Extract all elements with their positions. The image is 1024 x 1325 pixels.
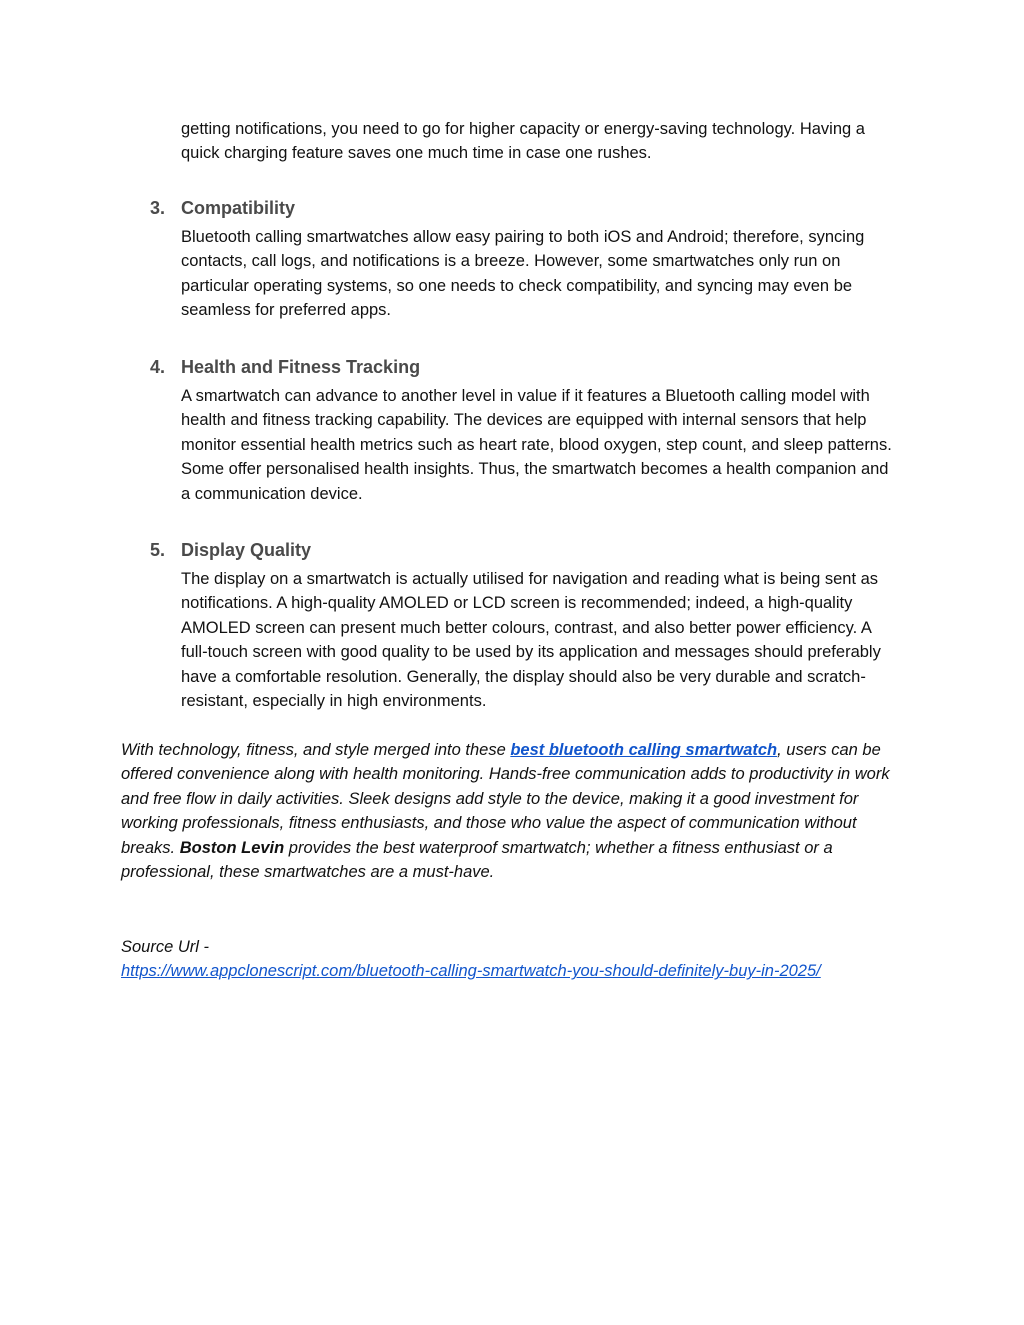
- section-body: Bluetooth calling smartwatches allow easy pairing to both iOS and Android; therefore, syncing contacts, call logs, and notifications is a breeze. However, some smartwatches only run on particular operating systems, so one needs to check compatibility, and syncing may even be seamless for preferred apps.: [181, 228, 865, 320]
- source-label: Source Url -: [121, 938, 210, 956]
- intro-paragraph: getting notifications, you need to go for higher capacity or energy-saving technology. Having a quick charging feature saves one much time in case one rushes.: [181, 120, 865, 163]
- conclusion-text-middle: , users can be offered convenience along with health monitoring. Hands-free communication adds to productivity in work and free flow in daily activities. Sleek designs add style to the device, making it a good investment for working professionals, fitness enthusiasts, and those who value the aspect of communication without breaks.: [121, 741, 890, 857]
- section-body: A smartwatch can advance to another level in value if it features a Bluetooth calling model with health and fitness tracking capability. The devices are equipped with internal sensors that help monitor essential health metrics such as heart rate, blood oxygen, step count, and sleep patterns. Some offer personalised health insights. Thus, the smartwatch becomes a health companion and a communication device.: [181, 387, 892, 503]
- conclusion-paragraph: [121, 738, 901, 884]
- section-title: Health and Fitness Tracking: [181, 357, 421, 377]
- conclusion-text-end: provides the best waterproof smartwatch; whether a fitness enthusiast or a professional, these smartwatches are a must-have.: [121, 838, 833, 882]
- section-heading: [150, 196, 910, 220]
- section-number: 4.: [150, 357, 166, 377]
- section-compatibility: [150, 196, 910, 323]
- brand-name: Boston Levin: [179, 838, 285, 857]
- section-title: Display Quality: [181, 540, 312, 560]
- section-display-quality: [150, 538, 910, 713]
- section-number: 3.: [150, 198, 166, 218]
- section-heading: [150, 355, 910, 379]
- source-url-link[interactable]: https://www.appclonescript.com/bluetooth-calling-smartwatch-you-should-definitely-buy-in-2025/: [121, 962, 821, 981]
- source-block: [121, 935, 921, 984]
- smartwatch-link[interactable]: best bluetooth calling smartwatch: [510, 741, 778, 759]
- section-health-fitness: [150, 355, 910, 506]
- section-number: 5.: [150, 540, 166, 560]
- section-body: The display on a smartwatch is actually utilised for navigation and reading what is being sent as notifications. A high-quality AMOLED or LCD screen is recommended; indeed, a high-quality AMOLED screen can present much better colours, contrast, and also better power efficiency. A full-touch screen with good quality to be used by its application and messages should preferably have a comfortable resolution. Generally, the display should also be very durable and scratch-resistant, especially in high environments.: [181, 570, 881, 711]
- section-heading: [150, 538, 910, 562]
- conclusion-text-start: With technology, fitness, and style merged into these: [121, 741, 511, 759]
- section-title: Compatibility: [181, 198, 296, 218]
